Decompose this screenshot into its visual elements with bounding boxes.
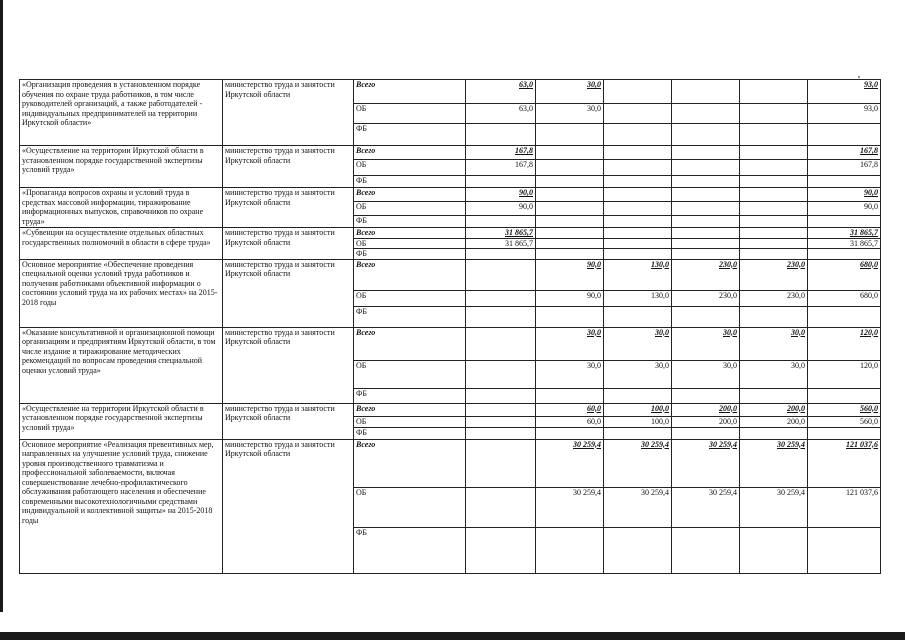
amount-cell bbox=[740, 160, 808, 176]
amount-cell bbox=[604, 388, 672, 403]
amount-cell: 100,0 bbox=[604, 416, 672, 427]
amount-cell bbox=[604, 527, 672, 573]
amount-cell: 230,0 bbox=[672, 290, 740, 306]
table-row-total bbox=[20, 439, 881, 487]
amount-total-cell: 680,0 bbox=[808, 290, 881, 306]
amount-total-cell bbox=[808, 216, 881, 228]
amount-cell bbox=[672, 160, 740, 176]
amount-cell bbox=[536, 216, 604, 228]
amount-cell bbox=[536, 146, 604, 160]
amount-cell bbox=[466, 427, 536, 439]
amount-cell bbox=[466, 403, 536, 416]
amount-cell bbox=[672, 427, 740, 439]
table-row-total bbox=[20, 327, 881, 360]
amount-cell bbox=[672, 306, 740, 327]
amount-total-cell: 167,8 bbox=[808, 146, 881, 160]
amount-cell bbox=[536, 188, 604, 202]
amount-cell bbox=[672, 249, 740, 260]
amount-total-cell: 93,0 bbox=[808, 104, 881, 124]
amount-cell bbox=[604, 228, 672, 239]
amount-cell bbox=[466, 290, 536, 306]
funding-source: ОБ bbox=[354, 360, 466, 388]
amount-cell: 30,0 bbox=[604, 360, 672, 388]
amount-total-cell: 167,8 bbox=[808, 160, 881, 176]
amount-total-cell: 121 037,6 bbox=[808, 487, 881, 527]
amount-cell bbox=[740, 188, 808, 202]
table-body bbox=[20, 80, 881, 574]
amount-total-cell bbox=[808, 176, 881, 188]
amount-cell bbox=[536, 238, 604, 249]
amount-cell bbox=[604, 306, 672, 327]
amount-cell bbox=[672, 188, 740, 202]
amount-cell: 230,0 bbox=[672, 259, 740, 290]
amount-cell bbox=[740, 228, 808, 239]
amount-cell bbox=[604, 249, 672, 260]
amount-cell: 30,0 bbox=[536, 80, 604, 104]
amount-cell bbox=[740, 146, 808, 160]
amount-cell: 30 259,4 bbox=[604, 439, 672, 487]
amount-cell: 30,0 bbox=[536, 104, 604, 124]
amount-cell bbox=[672, 146, 740, 160]
funding-source: ОБ bbox=[354, 290, 466, 306]
amount-cell bbox=[740, 306, 808, 327]
amount-cell bbox=[672, 527, 740, 573]
amount-total-cell: 121 037,6 bbox=[808, 439, 881, 487]
amount-cell bbox=[466, 360, 536, 388]
responsible-executor: министерство труда и занятости Иркутской области bbox=[223, 188, 354, 228]
amount-cell bbox=[672, 388, 740, 403]
amount-total-cell: 120,0 bbox=[808, 360, 881, 388]
amount-cell: 30 259,4 bbox=[740, 487, 808, 527]
amount-cell bbox=[672, 216, 740, 228]
scan-bottom-edge bbox=[0, 632, 905, 640]
amount-cell bbox=[466, 216, 536, 228]
amount-cell bbox=[672, 176, 740, 188]
amount-cell: 30,0 bbox=[536, 360, 604, 388]
amount-cell bbox=[740, 216, 808, 228]
amount-cell bbox=[604, 104, 672, 124]
amount-cell: 30 259,4 bbox=[740, 439, 808, 487]
funding-source: ОБ bbox=[354, 416, 466, 427]
amount-cell: 31 865,7 bbox=[466, 228, 536, 239]
amount-cell bbox=[466, 327, 536, 360]
table-row-total bbox=[20, 228, 881, 239]
amount-cell bbox=[740, 527, 808, 573]
amount-cell bbox=[740, 427, 808, 439]
amount-cell: 90,0 bbox=[536, 259, 604, 290]
amount-cell: 90,0 bbox=[466, 202, 536, 216]
amount-cell: 30,0 bbox=[740, 327, 808, 360]
funding-source: ФБ bbox=[354, 249, 466, 260]
funding-source: ОБ bbox=[354, 104, 466, 124]
amount-cell bbox=[536, 527, 604, 573]
activity-name: Основное мероприятие «Реализация превентивных мер, направленных на улучшение условий труда, снижение уровня производственного травматизма и профессиональной заболеваемости, включая совершенствование лечебно-профилактического обслуживания работающего населения и обеспечение современными высокотехнологичными средствами индивидуальной и коллективной защиты» на 2015-2018 годы bbox=[20, 439, 223, 573]
amount-total-cell: 90,0 bbox=[808, 188, 881, 202]
amount-cell: 167,8 bbox=[466, 160, 536, 176]
amount-cell: 30,0 bbox=[604, 327, 672, 360]
amount-cell bbox=[466, 388, 536, 403]
amount-total-cell: 31 865,7 bbox=[808, 228, 881, 239]
amount-cell: 90,0 bbox=[466, 188, 536, 202]
amount-total-cell bbox=[808, 388, 881, 403]
activity-name: «Оказание консультативной и организационной помощи организациям и предприятиям Иркутской области, в том числе издание и тиражирование методических рекомендаций по вопросам проведения специальной оценки условий труда» bbox=[20, 327, 223, 403]
amount-cell bbox=[604, 202, 672, 216]
funding-source: ОБ bbox=[354, 238, 466, 249]
amount-cell: 167,8 bbox=[466, 146, 536, 160]
amount-total-cell bbox=[808, 306, 881, 327]
activity-name: «Пропаганда вопросов охраны и условий труда в средствах массовой информации, тиражирование информационных выпусков, справочников по охране труда» bbox=[20, 188, 223, 228]
funding-source: Всего bbox=[354, 327, 466, 360]
responsible-executor: министерство труда и занятости Иркутской области bbox=[223, 439, 354, 573]
amount-total-cell: 680,0 bbox=[808, 259, 881, 290]
amount-cell: 200,0 bbox=[672, 403, 740, 416]
amount-cell bbox=[466, 259, 536, 290]
amount-cell: 31 865,7 bbox=[466, 238, 536, 249]
amount-cell bbox=[740, 238, 808, 249]
amount-cell: 60,0 bbox=[536, 403, 604, 416]
amount-cell bbox=[740, 176, 808, 188]
activity-name: «Осуществление на территории Иркутской области в установленном порядке государственной экспертизы условий труда» bbox=[20, 146, 223, 188]
amount-cell: 200,0 bbox=[672, 416, 740, 427]
amount-cell bbox=[740, 124, 808, 146]
amount-cell bbox=[740, 202, 808, 216]
funding-source: ФБ bbox=[354, 427, 466, 439]
table-row-total bbox=[20, 80, 881, 104]
amount-total-cell: 31 865,7 bbox=[808, 238, 881, 249]
table-row-total bbox=[20, 188, 881, 202]
amount-cell: 130,0 bbox=[604, 290, 672, 306]
funding-source: Всего bbox=[354, 439, 466, 487]
amount-cell: 30,0 bbox=[740, 360, 808, 388]
activity-name: Основное мероприятие «Обеспечение проведения специальной оценки условий труда работников и получения работниками объективной информации о состоянии условий труда на их рабочих местах» на 2015-2018 годы bbox=[20, 259, 223, 327]
amount-cell bbox=[604, 124, 672, 146]
amount-cell bbox=[536, 427, 604, 439]
amount-cell bbox=[604, 427, 672, 439]
amount-cell bbox=[604, 216, 672, 228]
amount-total-cell: 93,0 bbox=[808, 80, 881, 104]
responsible-executor: министерство труда и занятости Иркутской области bbox=[223, 327, 354, 403]
amount-cell bbox=[604, 146, 672, 160]
amount-cell bbox=[604, 176, 672, 188]
amount-cell: 90,0 bbox=[536, 290, 604, 306]
funding-source: ФБ bbox=[354, 527, 466, 573]
funding-source: ФБ bbox=[354, 388, 466, 403]
amount-cell bbox=[466, 306, 536, 327]
funding-source: Всего bbox=[354, 188, 466, 202]
amount-cell bbox=[672, 104, 740, 124]
amount-cell: 63,0 bbox=[466, 104, 536, 124]
amount-cell bbox=[536, 202, 604, 216]
amount-cell: 30,0 bbox=[672, 360, 740, 388]
amount-cell: 200,0 bbox=[740, 403, 808, 416]
amount-total-cell bbox=[808, 249, 881, 260]
funding-source: Всего bbox=[354, 259, 466, 290]
responsible-executor: министерство труда и занятости Иркутской области bbox=[223, 228, 354, 260]
responsible-executor: министерство труда и занятости Иркутской области bbox=[223, 80, 354, 146]
amount-cell bbox=[466, 416, 536, 427]
funding-source: Всего bbox=[354, 80, 466, 104]
amount-cell bbox=[466, 527, 536, 573]
amount-cell bbox=[536, 124, 604, 146]
amount-cell bbox=[740, 249, 808, 260]
amount-cell bbox=[672, 202, 740, 216]
amount-cell: 30,0 bbox=[536, 327, 604, 360]
amount-total-cell bbox=[808, 427, 881, 439]
amount-cell: 30 259,4 bbox=[536, 487, 604, 527]
amount-total-cell bbox=[808, 124, 881, 146]
amount-cell bbox=[536, 176, 604, 188]
amount-cell bbox=[604, 160, 672, 176]
activity-name: «Субвенции на осуществление отдельных областных государственных полномочий в области в сфере труда» bbox=[20, 228, 223, 260]
responsible-executor: министерство труда и занятости Иркутской области bbox=[223, 403, 354, 439]
amount-cell: 30 259,4 bbox=[672, 487, 740, 527]
scan-speck bbox=[858, 76, 860, 78]
amount-cell bbox=[672, 228, 740, 239]
amount-cell bbox=[604, 188, 672, 202]
amount-cell bbox=[740, 104, 808, 124]
funding-source: Всего bbox=[354, 403, 466, 416]
amount-cell: 60,0 bbox=[536, 416, 604, 427]
table-row-total bbox=[20, 259, 881, 290]
amount-cell bbox=[672, 80, 740, 104]
amount-cell: 63,0 bbox=[466, 80, 536, 104]
table-row-total bbox=[20, 146, 881, 160]
amount-cell bbox=[466, 124, 536, 146]
amount-cell: 30 259,4 bbox=[672, 439, 740, 487]
funding-source: ФБ bbox=[354, 306, 466, 327]
amount-total-cell bbox=[808, 527, 881, 573]
activity-name: «Организация проведения в установленном порядке обучения по охране труда работников, в том числе руководителей организаций, а также работодателей - индивидуальных предпринимателей на территории Иркутской области» bbox=[20, 80, 223, 146]
amount-cell bbox=[604, 80, 672, 104]
funding-source: ФБ bbox=[354, 124, 466, 146]
amount-cell bbox=[672, 124, 740, 146]
funding-source: ФБ bbox=[354, 216, 466, 228]
responsible-executor: министерство труда и занятости Иркутской области bbox=[223, 259, 354, 327]
funding-source: ОБ bbox=[354, 202, 466, 216]
amount-total-cell: 90,0 bbox=[808, 202, 881, 216]
amount-cell bbox=[466, 176, 536, 188]
amount-cell bbox=[536, 160, 604, 176]
funding-source: ФБ bbox=[354, 176, 466, 188]
amount-cell bbox=[740, 80, 808, 104]
amount-cell bbox=[466, 249, 536, 260]
amount-cell bbox=[536, 228, 604, 239]
amount-cell: 200,0 bbox=[740, 416, 808, 427]
amount-cell: 130,0 bbox=[604, 259, 672, 290]
scan-left-edge bbox=[0, 0, 3, 612]
amount-cell: 30 259,4 bbox=[536, 439, 604, 487]
activity-name: «Осуществление на территории Иркутской области в установленном порядке государственной экспертизы условий труда» bbox=[20, 403, 223, 439]
amount-total-cell: 120,0 bbox=[808, 327, 881, 360]
table-row-total bbox=[20, 403, 881, 416]
amount-cell bbox=[604, 238, 672, 249]
amount-cell bbox=[672, 238, 740, 249]
funding-source: Всего bbox=[354, 146, 466, 160]
funding-source: ОБ bbox=[354, 487, 466, 527]
amount-cell bbox=[536, 306, 604, 327]
funding-source: Всего bbox=[354, 228, 466, 239]
amount-total-cell: 560,0 bbox=[808, 416, 881, 427]
amount-cell bbox=[536, 388, 604, 403]
amount-cell: 30 259,4 bbox=[604, 487, 672, 527]
amount-cell bbox=[466, 439, 536, 487]
responsible-executor: министерство труда и занятости Иркутской области bbox=[223, 146, 354, 188]
funding-source: ОБ bbox=[354, 160, 466, 176]
amount-cell: 30,0 bbox=[672, 327, 740, 360]
amount-cell bbox=[466, 487, 536, 527]
amount-cell: 230,0 bbox=[740, 290, 808, 306]
amount-cell: 230,0 bbox=[740, 259, 808, 290]
amount-total-cell: 560,0 bbox=[808, 403, 881, 416]
amount-cell bbox=[740, 388, 808, 403]
amount-cell: 100,0 bbox=[604, 403, 672, 416]
program-activities-table bbox=[19, 79, 881, 574]
amount-cell bbox=[536, 249, 604, 260]
